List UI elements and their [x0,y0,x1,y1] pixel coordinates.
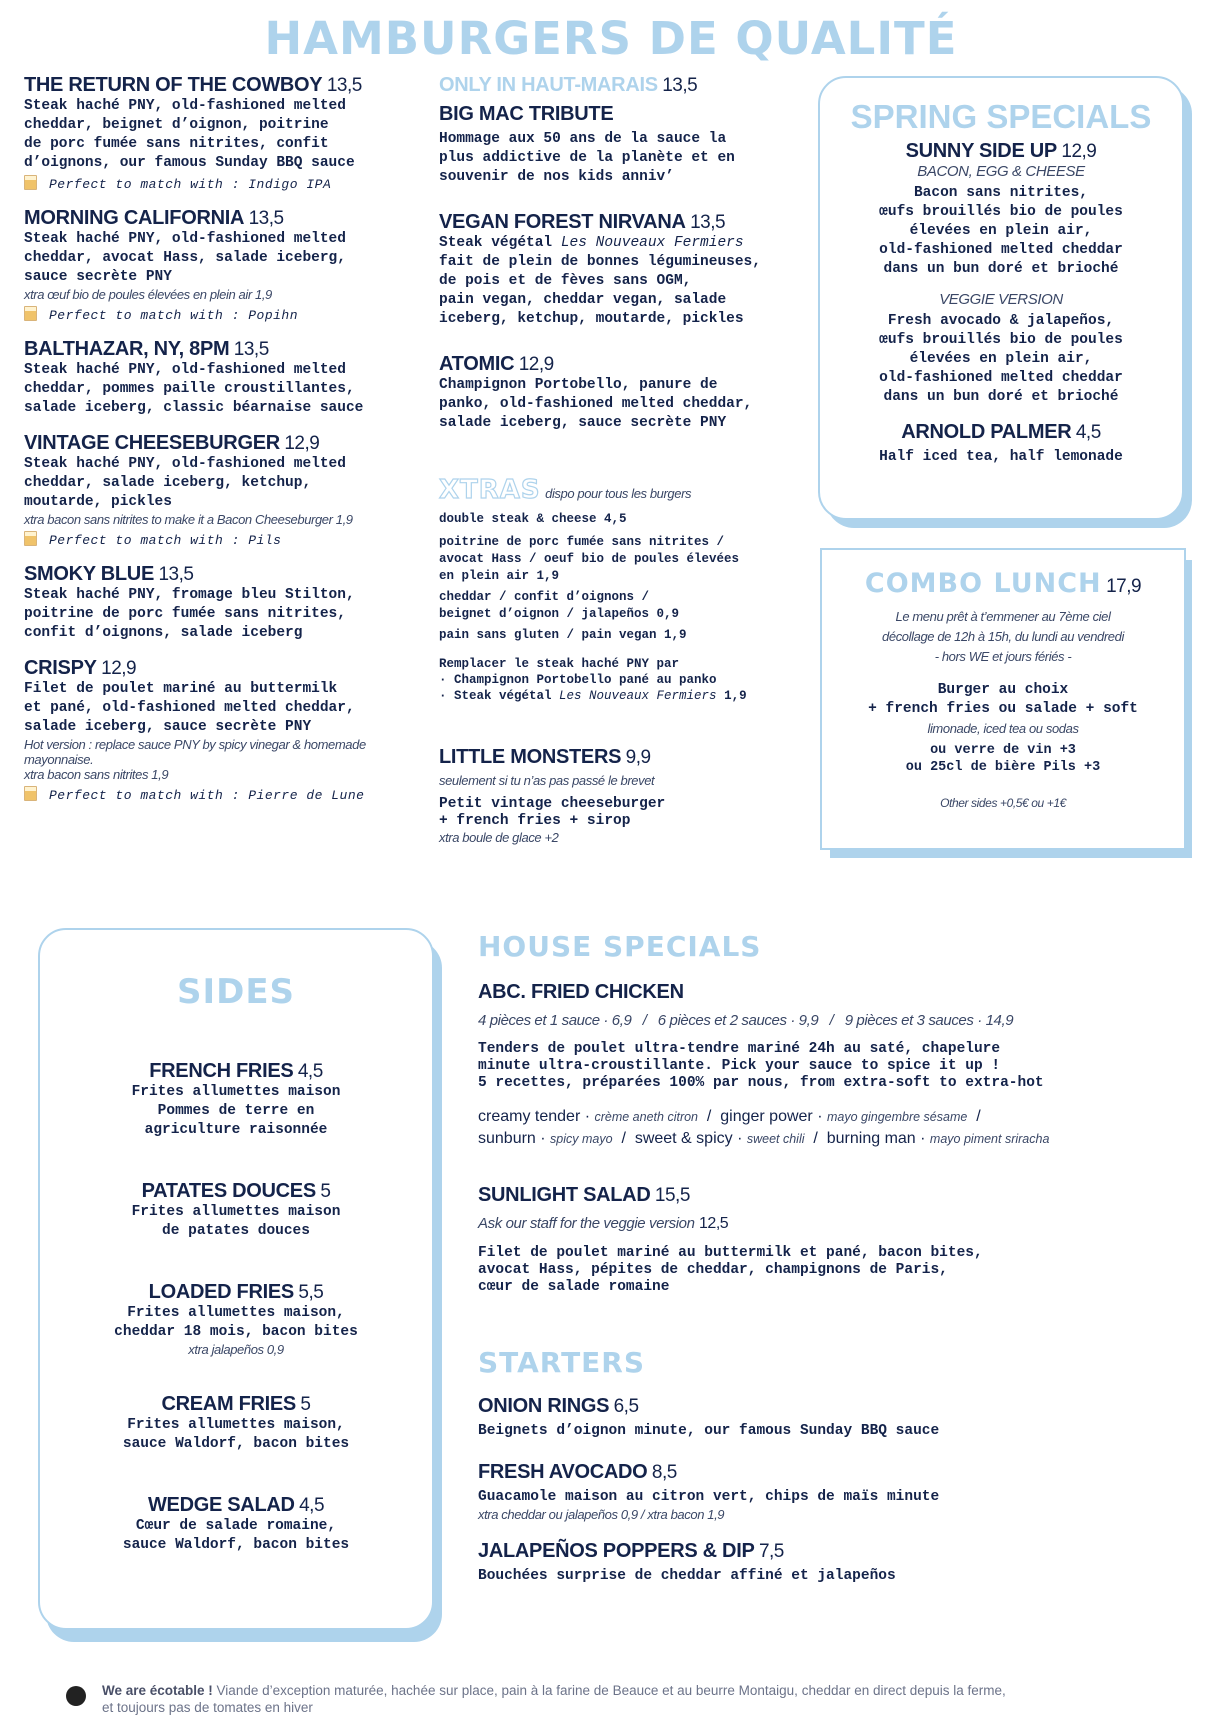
item-price: 12,9 [101,658,137,679]
menu-item-little-monsters [439,746,811,845]
item-name: JALAPEÑOS POPPERS & DIP [478,1540,755,1562]
item-price: 13,5 [233,339,269,360]
menu-item-atomic [439,353,811,433]
side-item-cream-fries [40,1393,432,1454]
veggie-title: VEGGIE VERSION [939,291,1063,308]
xtras-note: dispo pour tous les burgers [545,486,692,501]
item-description: Frites allumettes maison, sauce Waldorf, bacon bites [122,1417,350,1452]
burgers-middle-column [439,74,811,845]
combo-line: Le menu prêt à t’emmener au 7ème ciel [895,609,1111,624]
item-name: VEGAN FOREST NIRVANA [439,211,686,233]
salad-veggie: Ask our staff for the veggie version [478,1215,695,1232]
pairing-text: Perfect to match with : Pierre de Lune [49,788,365,803]
item-name: ONION RINGS [478,1395,610,1417]
sauce-list: creamy tender · crème aneth citron / ginger power · mayo gingembre sésame / sunburn · spicy mayo / sweet & spicy · sweet chili / burning man · mayo piment sriracha [478,1108,1050,1147]
combo-price: 17,9 [1106,576,1142,597]
item-description: Beignets d’oignon minute, our famous Sunday BBQ sauce [478,1423,940,1439]
sauce-sunburn: sunburn · spicy mayo [478,1130,613,1147]
menu-item-balthazar [24,338,424,418]
item-description: Steak haché PNY, old-fashioned melted cheddar, pommes paille croustillantes, salade iceberg, classic béarnaise sauce [24,362,364,416]
item-name: PATATES DOUCES [141,1180,316,1202]
item-description: Frites allumettes maison de patates douces [131,1204,341,1239]
item-name: SMOKY BLUE [24,563,154,585]
item-price: 8,5 [651,1462,677,1483]
item-price: 5 [300,1394,311,1415]
item-price: 4,5 [297,1061,323,1082]
item-price: 12,9 [1061,141,1097,162]
item-description: Half iced tea, half lemonade [879,449,1123,465]
item-extra: xtra jalapeños 0,9 [188,1342,284,1357]
burgers-left-column [24,74,424,818]
item-name: FRESH AVOCADO [478,1461,648,1483]
item-price: 4,5 [1075,422,1101,443]
page-title: HAMBURGERS DE QUALITÉ [264,12,958,65]
item-name: ATOMIC [439,353,515,375]
combo-alt: ou verre de vin +3 ou 25cl de bière Pils +3 [905,743,1101,775]
item-name: MORNING CALIFORNIA [24,207,245,229]
item-description: Steak haché PNY, old-fashioned melted cheddar, beignet d’oignon, poitrine de porc fumée sans nitrites, confit d’oignons, our famous Sunday BBQ sauce [24,98,355,171]
item-description: Bacon sans nitrites, œufs brouillés bio de poules élevées en plein air, old-fashioned melted cheddar dans un bun doré et brioché [879,185,1123,277]
sides-box [38,928,434,1630]
item-extra: Hot version : replace sauce PNY by spicy vinegar & homemade mayonnaise. [24,737,366,767]
menu-item-cowboy [24,74,424,193]
xtras-line: poitrine de porc fumée sans nitrites / avocat Hass / oeuf bio de poules élevées en plein air 1,9 [439,535,740,583]
item-description: Steak végétal Les Nouveaux Fermiers fait de plein de bonnes légumineuses, de pois et de fèves sans OGM, pain vegan, cheddar vegan, salade iceberg, ketchup, moutarde, pickles [439,235,761,327]
side-item-patates-douces [40,1180,432,1241]
item-note: seulement si tu n’as pas passé le brevet [439,773,655,788]
salad-veggie-price: 12,5 [699,1215,729,1232]
item-description: Guacamole maison au citron vert, chips de maïs minute [478,1489,940,1505]
footer-text: Viande d’exception maturée, hachée sur place, pain à la farine de Beauce et au beurre Montaigu, cheddar en direct depuis la ferme, et toujours pas de tomates en hiver [102,1683,1006,1715]
item-price: 5 [320,1181,331,1202]
combo-line: décollage de 12h à 15h, du lundi au vendredi [882,629,1124,644]
menu-item-vintage [24,432,424,549]
item-description: Frites allumettes maison Pommes de terre en agriculture raisonnée [131,1084,341,1138]
xtras-section [439,475,811,704]
side-item-french-fries [40,1060,432,1140]
sauce-sweet-spicy: sweet & spicy · sweet chili [634,1130,805,1147]
item-name: FRENCH FRIES [149,1060,294,1082]
xtras-line: Remplacer le steak haché PNY par [439,657,680,671]
item-description: Frites allumettes maison, cheddar 18 mois, bacon bites [114,1305,358,1340]
pairing-text: Perfect to match with : Indigo IPA [49,177,332,192]
item-price: 13,5 [662,75,698,96]
xtras-line: · Champignon Portobello pané au panko [439,673,717,687]
menu-item-crispy [24,657,424,804]
item-name: LOADED FRIES [148,1281,294,1303]
combo-other: Other sides +0,5€ ou +1€ [940,796,1066,810]
item-price: 12,9 [284,433,320,454]
footer-note [102,1682,1182,1716]
item-price: 13,5 [248,208,284,229]
combo-drinks: limonade, iced tea ou sodas [927,721,1079,736]
xtras-line: pain sans gluten / pain vegan 1,9 [439,628,687,642]
item-description: Petit vintage cheeseburger + french fries + sirop [439,796,666,829]
sauce-creamy-tender: creamy tender · crème aneth citron [478,1108,699,1125]
item-extra: xtra œuf bio de poules élevées en plein air 1,9 [24,287,272,302]
item-name: CRISPY [24,657,97,679]
item-name: WEDGE SALAD [147,1494,295,1516]
item-extra: xtra bacon sans nitrites to make it a Bacon Cheeseburger 1,9 [24,512,353,527]
item-price: 13,5 [158,564,194,585]
item-subtitle: BACON, EGG & CHEESE [917,163,1085,180]
abc-options: 4 pièces et 1 sauce · 6,9 / 6 pièces et 2 sauces · 9,9 / 9 pièces et 3 sauces · 14,9 [478,1012,1014,1029]
spring-specials-box [818,76,1184,520]
item-name: BIG MAC TRIBUTE [439,103,614,125]
menu-item-bigmac [439,74,811,187]
menu-item-smoky [24,563,424,643]
menu-item-california [24,207,424,324]
item-name: SUNNY SIDE UP [905,140,1057,162]
xtras-line: · Steak végétal Les Nouveaux Fermiers 1,9 [439,689,747,703]
item-name: LITTLE MONSTERS [439,746,622,768]
item-name: THE RETURN OF THE COWBOY [24,74,323,96]
item-extra: xtra cheddar ou jalapeños 0,9 / xtra bacon 1,9 [478,1507,725,1522]
sides-title: SIDES [176,972,296,1012]
spring-title: SPRING SPECIALS [850,98,1152,135]
combo-title: COMBO LUNCH [864,568,1102,599]
item-name: BALTHAZAR, NY, 8PM [24,338,230,360]
item-price: 9,9 [625,747,651,768]
combo-main: Burger au choix + french fries ou salade + soft [868,682,1138,717]
item-description: Steak haché PNY, old-fashioned melted cheddar, avocat Hass, salade iceberg, sauce secrète PNY [24,231,346,285]
sauce-burning-man: burning man · mayo piment sriracha [826,1130,1050,1147]
beer-icon [24,531,37,546]
side-item-wedge-salad [40,1494,432,1555]
item-description: Tenders de poulet ultra-tendre mariné 24h au saté, chapelure minute ultra-croustillante. Pick your sauce to spice it up ! 5 recettes, préparées 100% par nous, from extra-soft to extra-hot [478,1041,1044,1091]
beer-icon [24,786,37,801]
xtras-line: cheddar / confit d’oignons / beignet d’oignon / jalapeños 0,9 [439,590,680,621]
item-description: Filet de poulet mariné au buttermilk et pané, bacon bites, avocat Hass, pépites de cheddar, champignons de Paris, cœur de salade romaine [478,1245,983,1295]
item-description: Steak haché PNY, old-fashioned melted cheddar, salade iceberg, ketchup, moutarde, pickles [24,456,346,510]
item-name: CREAM FRIES [161,1393,296,1415]
item-description: Bouchées surprise de cheddar affiné et jalapeños [478,1568,896,1584]
pairing-text: Perfect to match with : Pils [49,533,282,548]
location-tag: ONLY IN HAUT-MARAIS [439,74,658,96]
combo-lunch-box [820,548,1186,850]
item-name: ARNOLD PALMER [901,421,1072,443]
item-description: Champignon Portobello, panure de panko, old-fashioned melted cheddar, salade iceberg, sauce secrète PNY [439,377,753,431]
item-price: 13,5 [690,212,726,233]
item-price: 12,9 [518,354,554,375]
sauce-ginger-power: ginger power · mayo gingembre sésame [720,1108,968,1125]
footer-bold: We are écotable ! [102,1683,213,1698]
item-description: Hommage aux 50 ans de la sauce la plus addictive de la planète et en souvenir de nos kids anniv’ [439,131,735,185]
ecotable-logo-icon [66,1686,86,1706]
combo-line: - hors WE et jours fériés - [934,649,1072,664]
item-price: 13,5 [326,75,362,96]
xtras-line: double steak & cheese 4,5 [439,512,627,526]
beer-icon [24,175,37,190]
xtras-title: XTRAS [439,475,541,505]
item-description: Filet de poulet mariné au buttermilk et pané, old-fashioned melted cheddar, salade iceberg, sauce secrète PNY [24,681,355,735]
item-description: Fresh avocado & jalapeños, œufs brouillés bio de poules élevées en plein air, old-fashioned melted cheddar dans un bun doré et brioché [879,313,1123,405]
house-specials-section [478,930,1198,1586]
item-name: ABC. FRIED CHICKEN [478,981,684,1003]
starters-title: STARTERS [478,1346,646,1379]
item-name: SUNLIGHT SALAD [478,1184,651,1206]
item-price: 15,5 [654,1185,690,1206]
house-title: HOUSE SPECIALS [478,930,762,963]
item-price: 7,5 [758,1541,784,1562]
menu-item-vegan [439,211,811,329]
beer-icon [24,306,37,321]
side-item-loaded-fries [40,1281,432,1357]
item-extra: xtra bacon sans nitrites 1,9 [24,767,169,782]
item-price: 5,5 [298,1282,324,1303]
pairing-text: Perfect to match with : Popihn [49,308,299,323]
item-name: VINTAGE CHEESEBURGER [24,432,280,454]
item-description: Cœur de salade romaine, sauce Waldorf, bacon bites [122,1518,350,1553]
item-price: 6,5 [613,1396,639,1417]
item-price: 4,5 [299,1495,325,1516]
item-description: Steak haché PNY, fromage bleu Stilton, poitrine de porc fumée sans nitrites, confit d’oignons, salade iceberg [24,587,355,641]
item-extra: xtra boule de glace +2 [439,830,559,845]
